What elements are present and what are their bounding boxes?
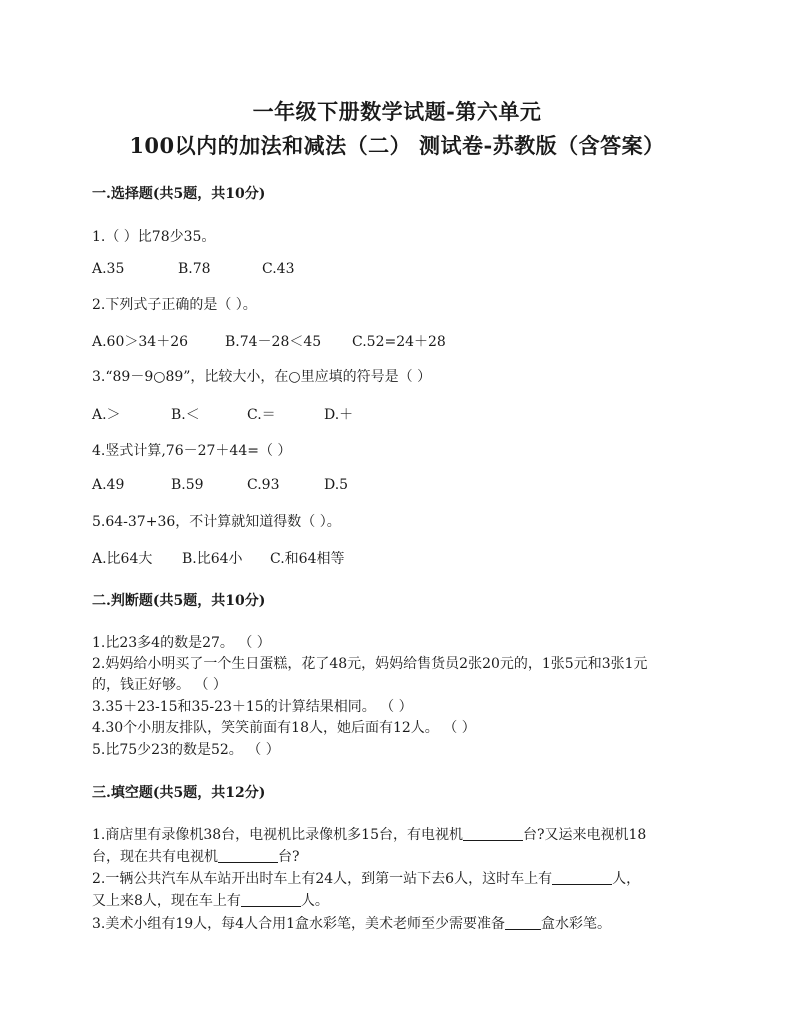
judge-question-2-line-1: 2.妈妈给小明买了一个生日蛋糕，花了48元，妈妈给售货员2张20元的，1张5元和3张1元 (92, 656, 648, 672)
document-title-line-1: 一年级下册数学试题-第六单元 (252, 99, 542, 124)
fill-question-3 (92, 913, 611, 933)
option-a: A.＞ (92, 407, 121, 423)
judge-question-5: 5.比75少23的数是52。 （ ） (92, 742, 280, 758)
option-b: B.59 (171, 477, 204, 493)
fill-question-2-line-2 (92, 890, 329, 910)
judge-question-4: 4.30个小朋友排队，笑笑前面有18人，她后面有12人。 （ ） (92, 720, 476, 736)
fill-question-3-text-a: 3.美术小组有19人，每4人合用1盒水彩笔，美术老师至少需要准备 (92, 916, 505, 932)
option-a: A.49 (92, 477, 125, 493)
option-c: C.93 (247, 477, 280, 493)
choice-question-5: 5.64-37+36，不计算就知道得数（ ）。 (92, 514, 341, 530)
choice-question-4: 4.竖式计算,76－27＋44=（ ） (92, 443, 292, 459)
choice-question-2: 2.下列式子正确的是（ ）。 (92, 297, 257, 313)
fill-question-1-line-1 (92, 824, 646, 844)
choice-question-1: 1.（ ）比78少35。 (92, 229, 216, 245)
fill-question-2-text-c: 又上来8人，现在车上有 (92, 893, 241, 909)
fill-question-1-text-d: 台? (278, 849, 300, 865)
section-heading-fill-in: 三.填空题(共5题，共12分) (92, 785, 266, 801)
choice-question-3: 3.“89－9○89”，比较大小，在○里应填的符号是（ ） (92, 369, 432, 385)
fill-question-1-line-2 (92, 846, 300, 866)
fill-question-2-text-a: 2.一辆公共汽车从车站开出时车上有24人，到第一站下去6人，这时车上有 (92, 871, 553, 887)
option-c: C.＝ (247, 407, 276, 423)
option-a: A.60＞34＋26 (92, 334, 189, 350)
option-c: C.52=24＋28 (352, 334, 446, 350)
answer-blank[interactable] (463, 826, 523, 841)
section-heading-true-false: 二.判断题(共5题，共10分) (92, 593, 266, 609)
fill-question-1-text-b: 台?又运来电视机18 (523, 827, 647, 843)
option-a: A.35 (92, 261, 125, 277)
document-title-line-2: 100以内的加法和减法（二） 测试卷-苏教版（含答案） (129, 133, 665, 158)
answer-blank[interactable] (218, 848, 278, 863)
option-d: D.5 (324, 477, 349, 493)
fill-question-1-text-a: 1.商店里有录像机38台，电视机比录像机多15台，有电视机 (92, 827, 463, 843)
section-heading-choice: 一.选择题(共5题，共10分) (92, 186, 266, 202)
option-c: C.和64相等 (270, 551, 345, 567)
fill-question-2-line-1 (92, 868, 640, 888)
option-b: B.＜ (171, 407, 200, 423)
answer-blank[interactable] (505, 915, 541, 930)
judge-question-2-line-2: 的，钱正好够。 （ ） (92, 677, 227, 693)
answer-blank[interactable] (241, 892, 301, 907)
fill-question-3-text-b: 盒水彩笔。 (541, 916, 611, 932)
judge-question-3: 3.35＋23-15和35-23＋15的计算结果相同。 （ ） (92, 699, 413, 715)
option-b: B.比64小 (182, 551, 243, 567)
option-b: B.74－28＜45 (225, 334, 322, 350)
fill-question-2-text-d: 人。 (300, 893, 329, 909)
option-d: D.＋ (324, 407, 354, 423)
option-b: B.78 (178, 261, 211, 277)
fill-question-2-text-b: 人， (612, 871, 641, 887)
answer-blank[interactable] (552, 870, 612, 885)
judge-question-1: 1.比23多4的数是27。 （ ） (92, 635, 271, 651)
fill-question-1-text-c: 台，现在共有电视机 (92, 849, 218, 865)
option-c: C.43 (262, 261, 295, 277)
option-a: A.比64大 (92, 551, 153, 567)
